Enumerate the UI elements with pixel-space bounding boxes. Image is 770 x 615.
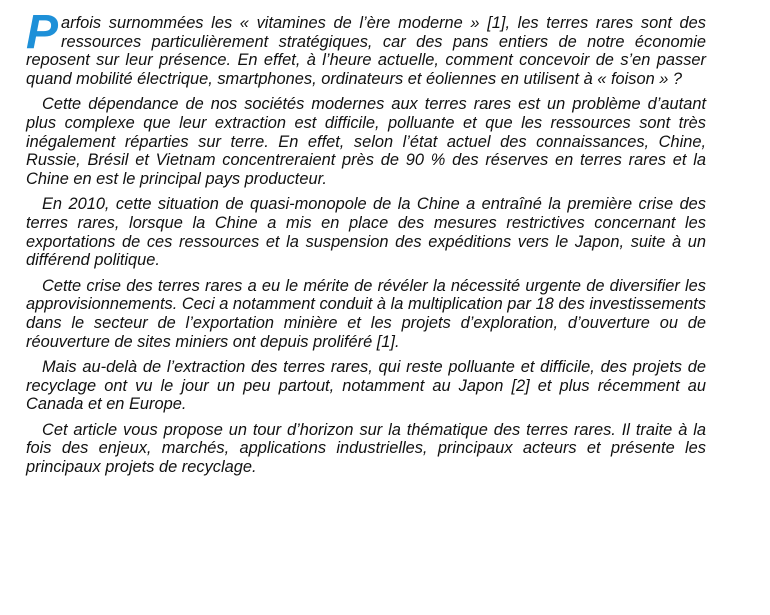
paragraph-diversification: Cette crise des terres rares a eu le mérite de révéler la nécessité urgente de diversifier les approvisionnements. Ceci a notamment conduit à la multiplication par 18 des investissements dans le secteur de l’exportation minière et les projets d’exploration, d’ouverture ou de réouverture de sites miniers ont depuis proliféré [1]. (26, 276, 706, 351)
paragraph-recycling: Mais au-delà de l’extraction des terres rares, qui reste polluante et difficile, des projets de recyclage ont vu le jour un peu partout, notamment au Japon [2] et plus récemment au Canada et en Europe. (26, 358, 706, 414)
paragraph-text: arfois surnommées les « vitamines de l’ère moderne » [1], les terres rares sont des ressources particulièrement stratégiques, car des pans entiers de notre économie reposent sur leur présence. En effet, à l’heure actuelle, comment concevoir de s’en passer quand mobilité électrique, smartphones, ordinateurs et éoliennes en utilisent à « foison » ? (26, 14, 706, 88)
paragraph-2010-crisis: En 2010, cette situation de quasi-monopole de la Chine a entraîné la première crise des terres rares, lorsque la Chine a mis en place des mesures restrictives concernant les exportations de ces ressources et la suspension des expéditions vers le Japon, suite à un différend politique. (26, 195, 706, 270)
paragraph-dependence: Cette dépendance de nos sociétés modernes aux terres rares est un problème d’autant plus complexe que leur extraction est difficile, polluante et que les ressources sont très inégalement réparties sur terre. En effet, selon l’état actuel des connaissances, Chine, Russie, Brésil et Vietnam concentreraient près de 90 % des réserves en terres rares et la Chine en est le principal pays producteur. (26, 95, 706, 188)
paragraph-intro (26, 6, 706, 88)
paragraph-article-overview: Cet article vous propose un tour d’horizon sur la thématique des terres rares. Il traite à la fois des enjeux, marchés, applications industrielles, principaux acteurs et présente les principaux projets de recyclage. (26, 420, 706, 477)
dropcap-letter: P (26, 6, 59, 59)
article-body (26, 6, 706, 484)
